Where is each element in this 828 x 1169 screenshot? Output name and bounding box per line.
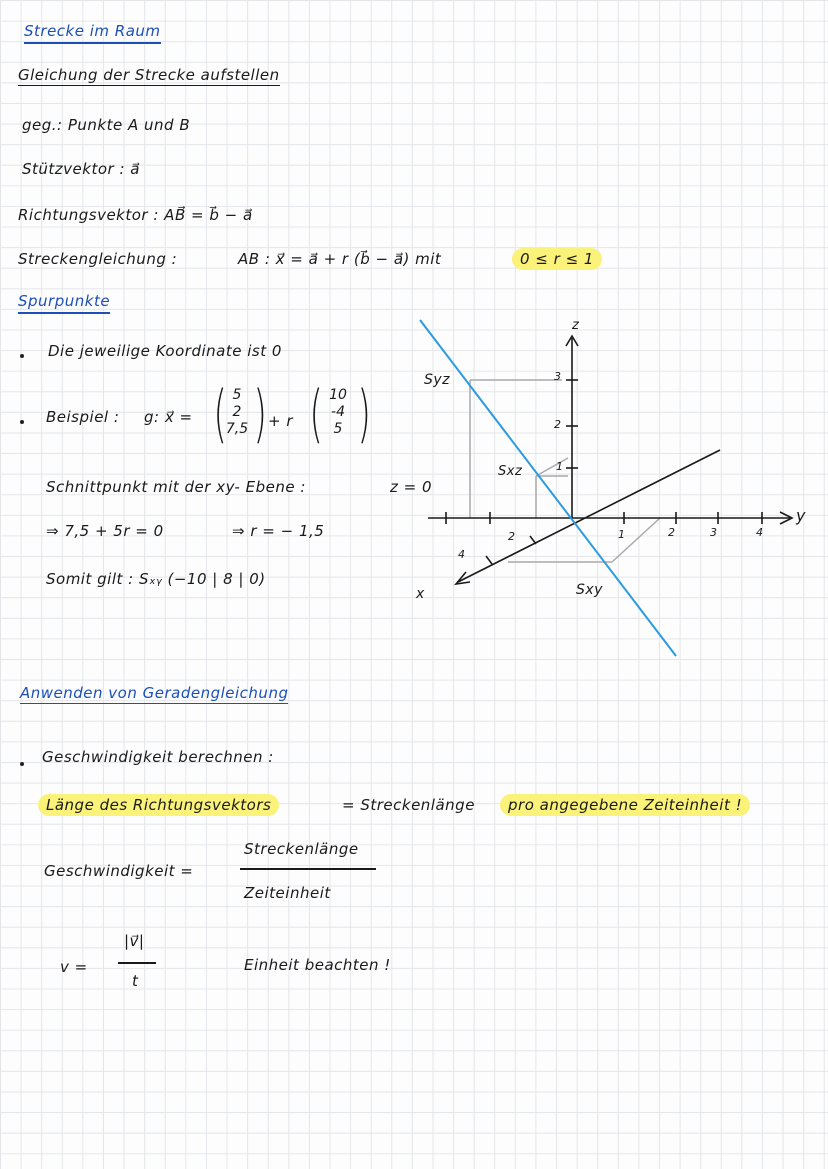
point-label-sxy: Sxy	[576, 582, 603, 598]
z-tick-3: 3	[554, 370, 562, 383]
intersection-text: Schnittpunkt mit der xy- Ebene :	[46, 478, 306, 496]
solve-step-2: ⇒ r = − 1,5	[232, 522, 325, 540]
highlight-direction-length: Länge des Richtungsvektors	[38, 794, 279, 816]
fraction-denominator: Zeiteinheit	[244, 884, 331, 902]
example-label: Beispiel :	[46, 408, 120, 426]
y-tick-4: 4	[756, 526, 764, 539]
example-line-lhs: g: x⃗ =	[144, 408, 193, 426]
support-vector: Stützvektor : a⃗	[22, 160, 140, 178]
page-title: Strecke im Raum	[24, 22, 161, 44]
y-tick-3: 3	[710, 526, 718, 539]
line-equation-label: Streckengleichung :	[18, 250, 178, 268]
line-equation: AB : x⃗ = a⃗ + r (b⃗ − a⃗) mit	[238, 250, 442, 268]
paren-left: (	[309, 377, 323, 450]
highlight-per-time-unit: pro angegebene Zeiteinheit !	[500, 794, 750, 816]
velocity-heading: Geschwindigkeit berechnen :	[42, 748, 274, 766]
point-label-sxz: Sxz	[498, 464, 523, 479]
trace-point-result: Somit gilt : Sₓᵧ (−10 | 8 | 0)	[46, 570, 266, 588]
v-label: v =	[60, 958, 88, 976]
plus-r: + r	[268, 412, 294, 430]
x-tick-2: 2	[508, 530, 516, 543]
velocity-label: Geschwindigkeit =	[44, 862, 194, 880]
y-tick-2: 2	[668, 526, 676, 539]
z-axis-label: z	[572, 318, 580, 333]
x-axis-label: x	[416, 586, 425, 602]
solve-step-1: ⇒ 7,5 + 5r = 0	[46, 522, 164, 540]
z-tick-1: 1	[556, 460, 564, 473]
z-tick-2: 2	[554, 418, 562, 431]
paren-right: )	[253, 377, 267, 450]
bullet	[20, 762, 24, 766]
x-tick-4: 4	[458, 548, 466, 561]
section-heading-application: Anwenden von Geradengleichung	[20, 684, 289, 702]
paren-right: )	[357, 377, 371, 450]
vector-support: 5 2 7,5	[225, 387, 249, 437]
section-heading-trace-points: Spurpunkte	[18, 292, 110, 314]
unit-note: Einheit beachten !	[244, 956, 391, 974]
direction-vector: Richtungsvektor : AB⃗ = b⃗ − a⃗	[18, 206, 253, 224]
paren-left: (	[213, 377, 227, 450]
parameter-condition: 0 ≤ r ≤ 1	[512, 248, 602, 270]
y-axis-label: y	[796, 506, 806, 525]
vector-direction: 10 -4 5	[329, 387, 347, 437]
given-points: geg.: Punkte A und B	[22, 116, 191, 134]
fraction-bar	[240, 868, 376, 870]
point-label-syz: Syz	[424, 372, 451, 388]
v-denominator: t	[132, 972, 139, 990]
trace-point-rule: Die jeweilige Koordinate ist 0	[48, 342, 282, 360]
v-fraction-bar	[118, 962, 156, 964]
z-zero: z = 0	[390, 478, 433, 496]
equals-segment-length: = Streckenlänge	[342, 796, 475, 814]
y-tick-1: 1	[618, 528, 626, 541]
section-heading-equation: Gleichung der Strecke aufstellen	[18, 66, 280, 84]
v-numerator: |v⃗|	[124, 932, 145, 950]
fraction-numerator: Streckenlänge	[244, 840, 359, 858]
